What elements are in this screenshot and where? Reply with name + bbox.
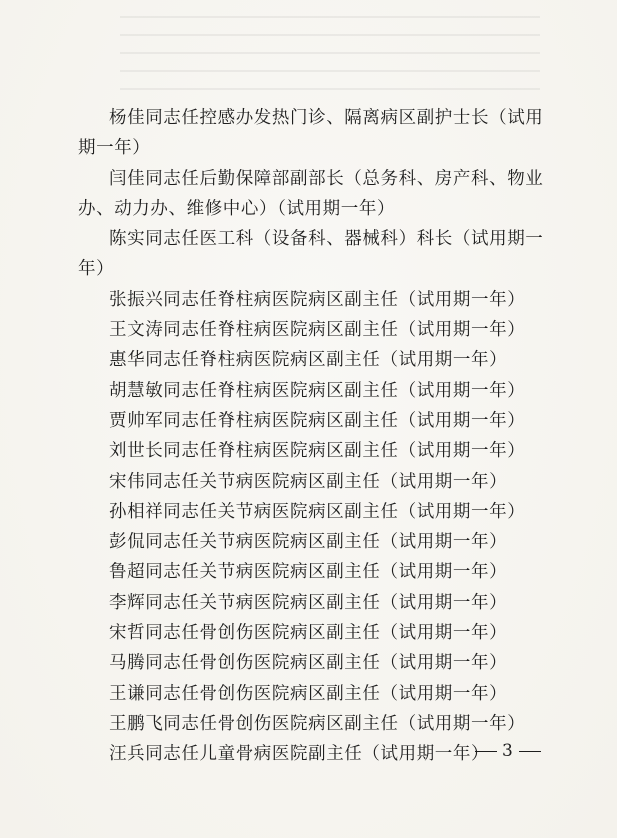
- appointment-paragraph: 惠华同志任脊柱病医院病区副主任（试用期一年）: [109, 350, 508, 371]
- appointment-paragraph: 陈实同志任医工科（设备科、器械科）科长（试用期一年）: [78, 229, 544, 280]
- appointment-paragraph: 胡慧敏同志任脊柱病医院病区副主任（试用期一年）: [109, 380, 526, 401]
- appointment-paragraph: 王文涛同志任脊柱病医院病区副主任（试用期一年）: [109, 320, 526, 341]
- dash-left: [475, 751, 497, 752]
- appointment-paragraph: 王谦同志任骨创伤医院病区副主任（试用期一年）: [109, 683, 508, 704]
- page-number: 3: [502, 741, 514, 761]
- appointment-paragraph: 王鹏飞同志任骨创伤医院病区副主任（试用期一年）: [109, 713, 526, 734]
- bleed-through-marks: [120, 0, 540, 90]
- appointment-paragraph: 张振兴同志任脊柱病医院病区副主任（试用期一年）: [109, 289, 526, 310]
- appointment-paragraph: 汪兵同志任儿童骨病医院副主任（试用期一年）: [109, 744, 490, 765]
- page-number-footer: [470, 741, 546, 761]
- appointment-paragraph: 刘世长同志任脊柱病医院病区副主任（试用期一年）: [109, 441, 526, 462]
- appointment-paragraph: 贾帅军同志任脊柱病医院病区副主任（试用期一年）: [109, 410, 526, 431]
- dash-right: [519, 751, 541, 752]
- appointment-paragraph: 宋伟同志任关节病医院病区副主任（试用期一年）: [109, 471, 508, 492]
- appointment-paragraph: 彭侃同志任关节病医院病区副主任（试用期一年）: [109, 532, 508, 553]
- appointment-list: [78, 103, 548, 770]
- appointment-paragraph: 鲁超同志任关节病医院病区副主任（试用期一年）: [109, 562, 508, 583]
- appointment-paragraph: 宋哲同志任骨创伤医院病区副主任（试用期一年）: [109, 623, 508, 644]
- appointment-paragraph: 孙相祥同志任关节病医院病区副主任（试用期一年）: [109, 501, 526, 522]
- appointment-paragraph: 闫佳同志任后勤保障部副部长（总务科、房产科、物业办、动力办、维修中心）（试用期一年）: [78, 168, 544, 219]
- appointment-paragraph: 李辉同志任关节病医院病区副主任（试用期一年）: [109, 592, 508, 613]
- appointment-paragraph: 杨佳同志任控感办发热门诊、隔离病区副护士长（试用期一年）: [78, 108, 544, 159]
- appointment-paragraph: 马腾同志任骨创伤医院病区副主任（试用期一年）: [109, 653, 508, 674]
